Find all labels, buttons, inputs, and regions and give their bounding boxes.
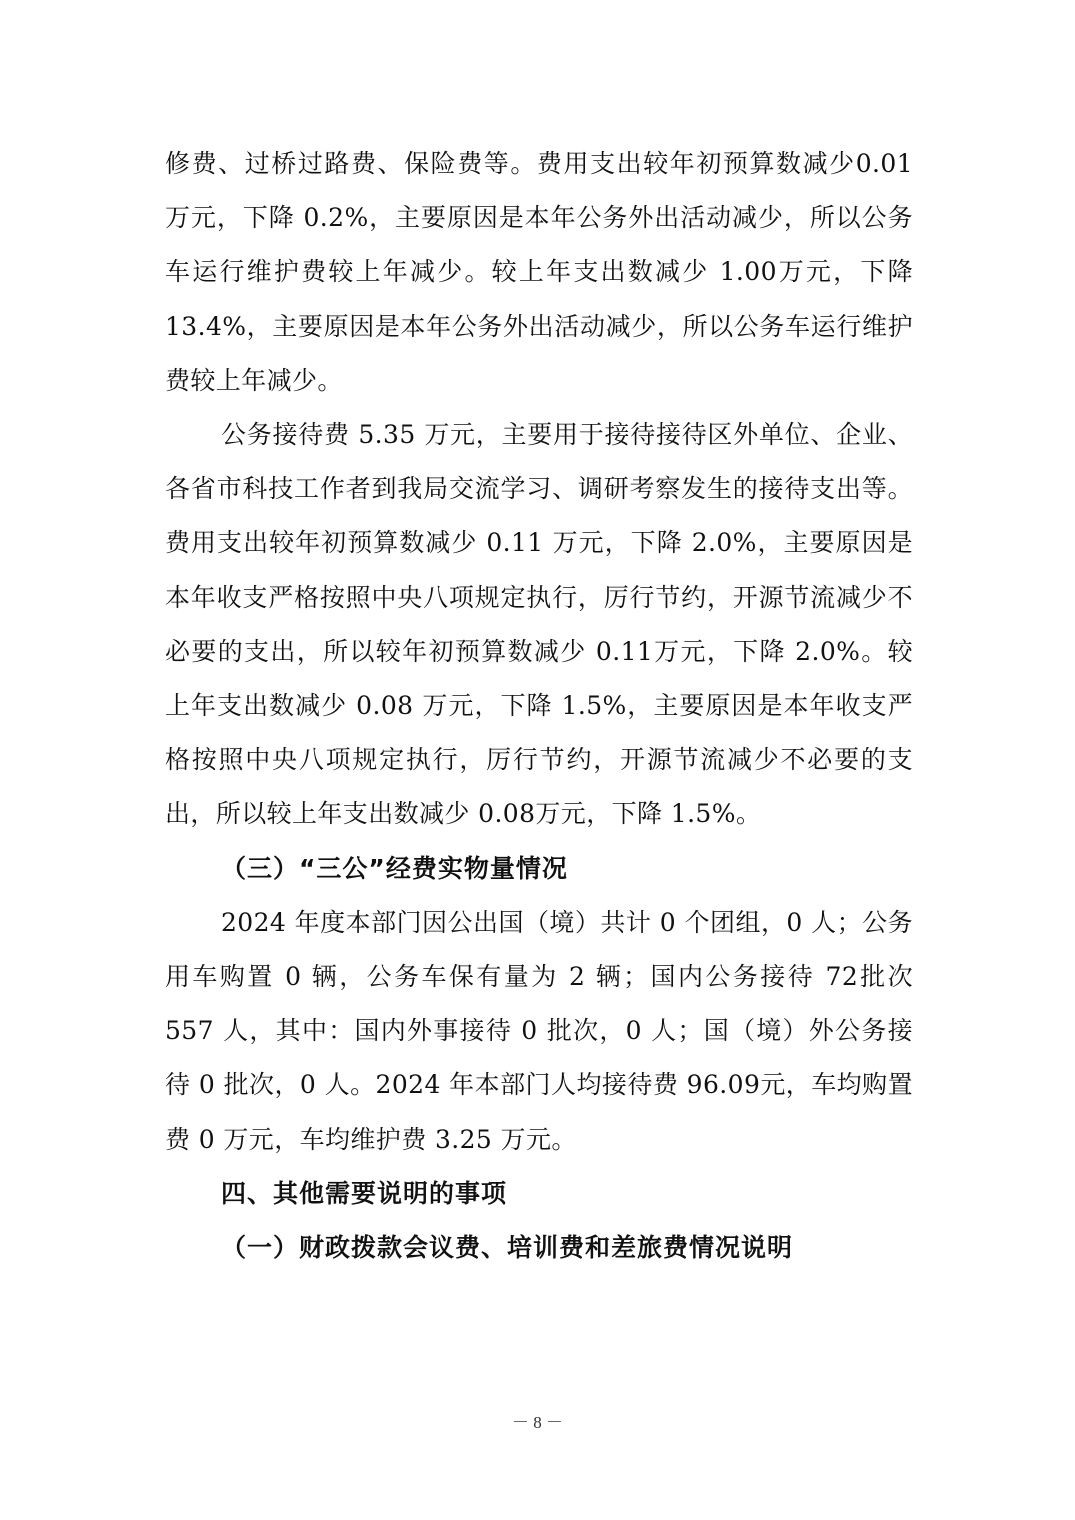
paragraph-reception-fee: 公务接待费 5.35 万元，主要用于接待接待区外单位、企业、各省市科技工作者到我局交流学习、调研考察发生的接待支出等。费用支出较年初预算数减少 0.11 万元，下降 2.0%，主要原因是本年收支严格按照中央八项规定执行，厉行节约，开源节流减少不必要的支出，所以较年初预算数减少 0.11万元，下降 2.0%。较上年支出数减少 0.08 万元，下降 1.5%，主要原因是本年收支严格按照中央八项规定执行，厉行节约，开源节流减少不必要的支出，所以较上年支出数减少 0.08万元，下降 1.5%。 (165, 420, 913, 829)
paragraph-vehicle-maintenance: 修费、过桥过路费、保险费等。费用支出较年初预算数减少0.01 万元，下降 0.2%，主要原因是本年公务外出活动减少，所以公务车运行维护费较上年减少。较上年支出数减少 1.00万元，下降 13.4%，主要原因是本年公务外出活动减少，所以公务车运行维护费较上年减少。 (165, 149, 913, 395)
page-number: － 8 － (512, 1413, 563, 1432)
paragraph-physical-quantity: 2024 年度本部门因公出国（境）共计 0 个团组，0 人；公务用车购置 0 辆，公务车保有量为 2 辆；国内公务接待 72批次 557 人，其中：国内外事接待 0 批次，0 人；国（境）外公务接待 0 批次，0 人。2024 年本部门人均接待费 96.09元，车均购置费 0 万元，车均维护费 3.25 万元。 (165, 907, 913, 1154)
section-heading-meeting-training-travel: （一）财政拨款会议费、培训费和差旅费情况说明 (221, 1233, 794, 1263)
section-heading-physical-quantity: （三）“三公”经费实物量情况 (221, 853, 568, 883)
document-body (165, 137, 913, 1275)
section-heading-other-matters: 四、其他需要说明的事项 (221, 1178, 508, 1208)
